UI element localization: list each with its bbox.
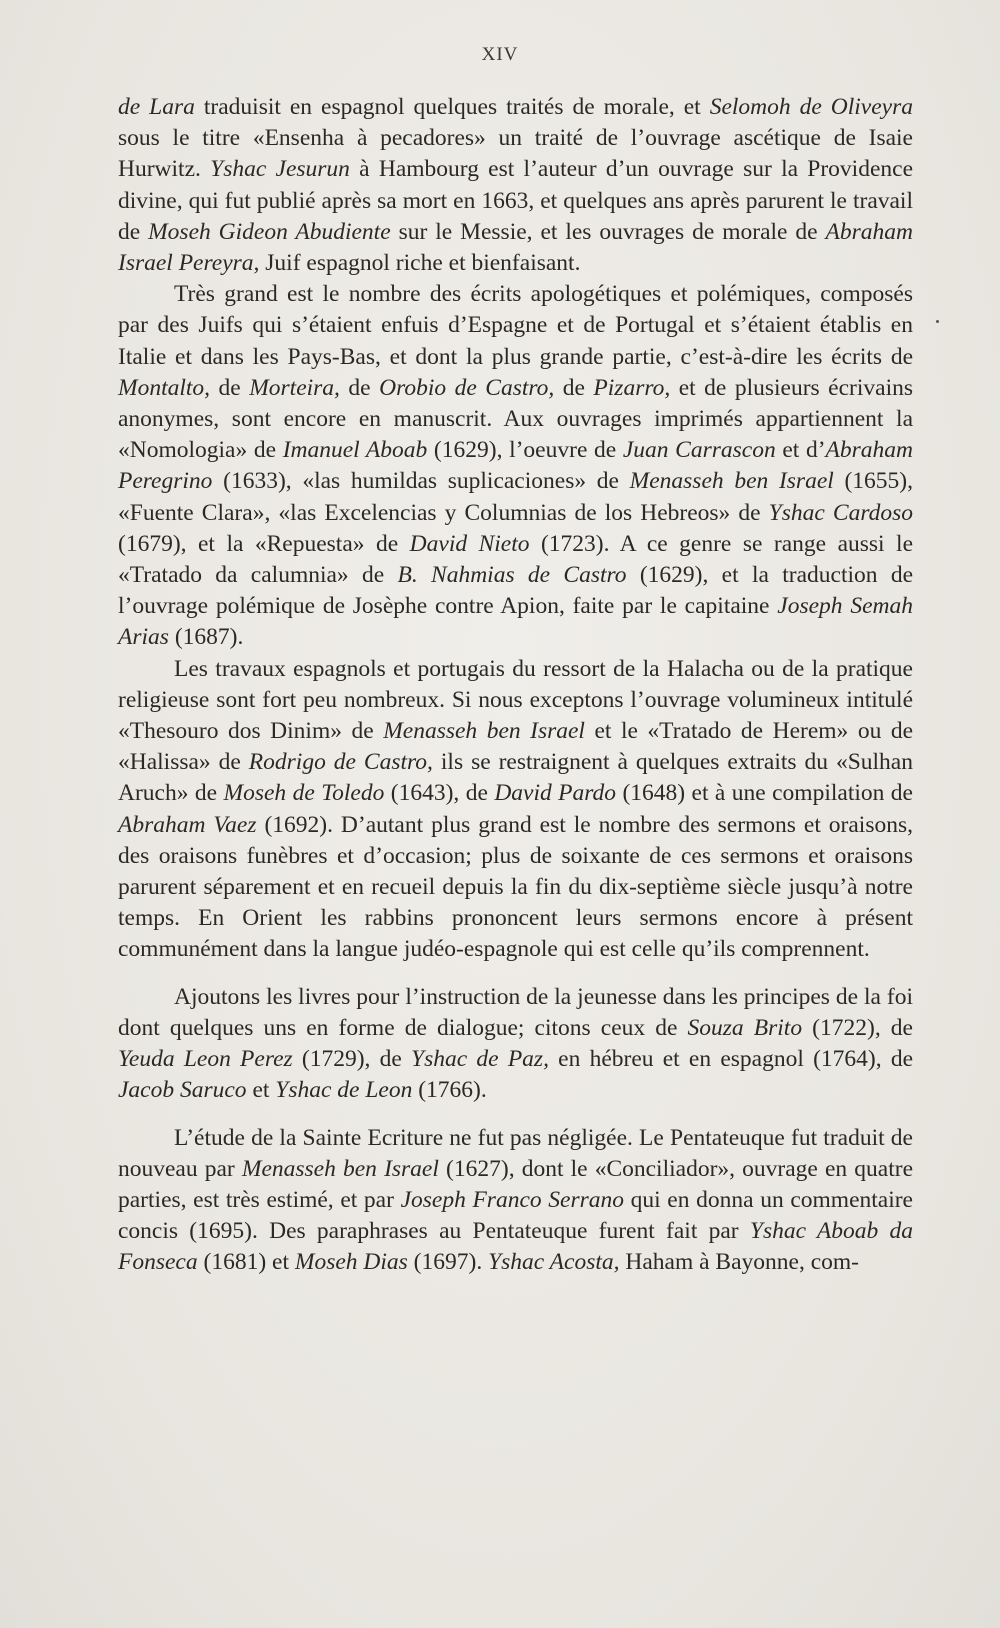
italic-name: Yshac Aboab da Fonseca	[118, 1218, 914, 1276]
text-run: à Hambourg est l’auteur d’un ouvrage sur la Providence divine, qui fut publié après sa mort en 1663, et quelques ans après parurent le travail de	[118, 156, 913, 245]
text-run: qui en donna un commentaire concis (1695). Des paraphrases au Pentateuque furent fait par	[118, 1186, 913, 1245]
italic-name: Morteira,	[249, 374, 340, 401]
text-run: L’étude de la Sainte Ecriture ne fut pas négligée. Le Pentateuque fut traduit de nouveau par	[118, 1124, 913, 1182]
text-run: et	[246, 1077, 276, 1104]
italic-name: David Nieto	[409, 530, 530, 557]
text-run: (1681) et	[197, 1249, 295, 1276]
paragraph-3	[118, 654, 913, 966]
text-run: Haham à Bayonne, com-	[619, 1249, 860, 1276]
italic-name: Yshac Cardoso	[768, 499, 913, 526]
body-text	[118, 92, 913, 1279]
paragraph-5	[118, 1123, 913, 1279]
italic-name: Moseh Dias	[294, 1249, 408, 1276]
text-run: en hébreu et en espagnol (1764), de	[548, 1046, 913, 1073]
italic-name: Pizarro,	[593, 374, 671, 401]
italic-name: Yshac de Leon	[275, 1077, 413, 1104]
italic-name: Orobio de Castro,	[379, 374, 555, 401]
text-run: de	[339, 374, 380, 401]
text-run: et d’	[775, 437, 826, 464]
text-run: (1766).	[412, 1077, 487, 1104]
text-run: (1697).	[407, 1249, 489, 1276]
italic-name: Yshac Acosta,	[488, 1249, 620, 1276]
text-run: ils se restraignent à quelques extraits du «Sulhan Aruch» de	[118, 749, 913, 807]
text-run: (1729), de	[292, 1046, 412, 1073]
text-run: Juif espagnol riche et bienfaisant.	[259, 250, 581, 277]
text-run: traduisit en espagnol quelques traités de morale, et	[194, 94, 710, 120]
text-run: (1629), et la traduction de l’ouvrage polémique de Josèphe contre Apion, faite par le capitaine	[118, 562, 913, 620]
italic-name: Menasseh ben Israel	[383, 718, 585, 745]
text-run: Très grand est le nombre des écrits apologétiques et polémiques, composés par des Juifs qui s’étaient enfuis d’Espagne et de Portugal et s’étaient établis en Italie et dans les Pays-Bas, et dont la plus grande partie, c’est-à-dire les écrits de	[118, 281, 913, 370]
page-number: XIV	[481, 44, 519, 65]
text-run: (1679), et la «Repuesta» de	[118, 530, 410, 557]
text-run: (1627), dont le «Conciliador», ouvrage en quatre parties, est très estimé, et par	[118, 1155, 914, 1213]
text-run: sur le Messie, et les ouvrages de morale de	[390, 218, 826, 245]
text-run: de	[554, 374, 594, 401]
italic-name: Menasseh ben Israel	[241, 1155, 439, 1182]
text-run: (1723). A ce genre se range aussi le «Tratado da calumnia» de	[118, 530, 914, 589]
text-run: (1655), «Fuente Clara», «las Excelencias y Columnias de los Hebreos» de	[118, 468, 914, 526]
text-run: (1687).	[168, 624, 244, 651]
text-run: sous le titre «Ensenha à pecadores» un traité de l’ouvrage ascétique de Isaie Hurwitz.	[118, 125, 913, 183]
text-run: (1633), «las humildas suplicaciones» de	[212, 468, 630, 495]
text-run: Ajoutons les livres pour l’instruction de la jeunesse dans les principes de la foi dont quelques uns en forme de dialogue; citons ceux de	[118, 983, 913, 1041]
italic-name: Yshac Jesurun	[210, 156, 350, 183]
italic-name: Yeuda Leon Perez	[118, 1046, 293, 1073]
italic-name: Imanuel Aboab	[282, 437, 428, 464]
text-run: de	[210, 374, 250, 401]
italic-name: Abraham Peregrino	[118, 437, 913, 495]
text-run: et de plusieurs écrivains anonymes, sont encore en manuscrit. Aux ouvrages imprimés appartiennent la «Nomologia» de	[118, 374, 913, 464]
text-run: (1692). D’autant plus grand est le nombre des sermons et oraisons, des oraisons funèbres et d’occasion; plus de soixante de ces sermons et oraisons parurent séparement et en recueil depuis la fin du dix-septième siècle jusqu’à notre temps. En Orient les rabbins prononcent leurs sermons encore à présent communément dans la langue judéo-espagnole qui est celle qu’ils comprennent.	[118, 811, 913, 963]
italic-name: de Lara	[118, 94, 195, 120]
italic-name: Yshac de Paz,	[411, 1046, 549, 1073]
italic-name: Menasseh ben Israel	[629, 468, 834, 495]
italic-name: Joseph Franco Serrano	[400, 1186, 624, 1213]
italic-name: Rodrigo de Castro,	[248, 749, 433, 776]
italic-name: Montalto,	[118, 374, 211, 401]
italic-name: Joseph Semah Arias	[118, 593, 913, 651]
italic-name: Abraham Israel Pereyra,	[118, 218, 913, 277]
italic-name: Abraham Vaez	[118, 811, 257, 838]
italic-name: Jacob Saruco	[118, 1077, 247, 1104]
text-run: (1722), de	[802, 1014, 913, 1041]
italic-name: B. Nahmias de Castro	[397, 562, 627, 589]
italic-name: Juan Carrascon	[622, 437, 776, 464]
text-run: (1648) et à une compilation de	[616, 780, 913, 807]
italic-name: David Pardo	[494, 780, 617, 807]
paragraph-1	[118, 92, 913, 279]
text-run: Les travaux espagnols et portugais du ressort de la Halacha ou de la pratique religieuse sont fort peu nombreux. Si nous exceptons l’ouvrage volumineux intitulé «Thesouro dos Dinim» de	[118, 655, 913, 745]
italic-name: Moseh Gideon Abudiente	[148, 218, 391, 245]
text-run: et le «Tratado de Herem» ou de «Halissa» de	[118, 718, 914, 776]
italic-name: Souza Brito	[687, 1014, 803, 1041]
paragraph-2	[118, 279, 913, 653]
margin-speck	[936, 320, 939, 323]
italic-name: Selomoh de Oliveyra	[709, 94, 913, 120]
italic-name: Moseh de Toledo	[223, 780, 385, 807]
paragraph-4	[118, 982, 913, 1107]
text-run: (1643), de	[384, 780, 495, 807]
text-run: (1629), l’oeuvre de	[427, 437, 623, 464]
